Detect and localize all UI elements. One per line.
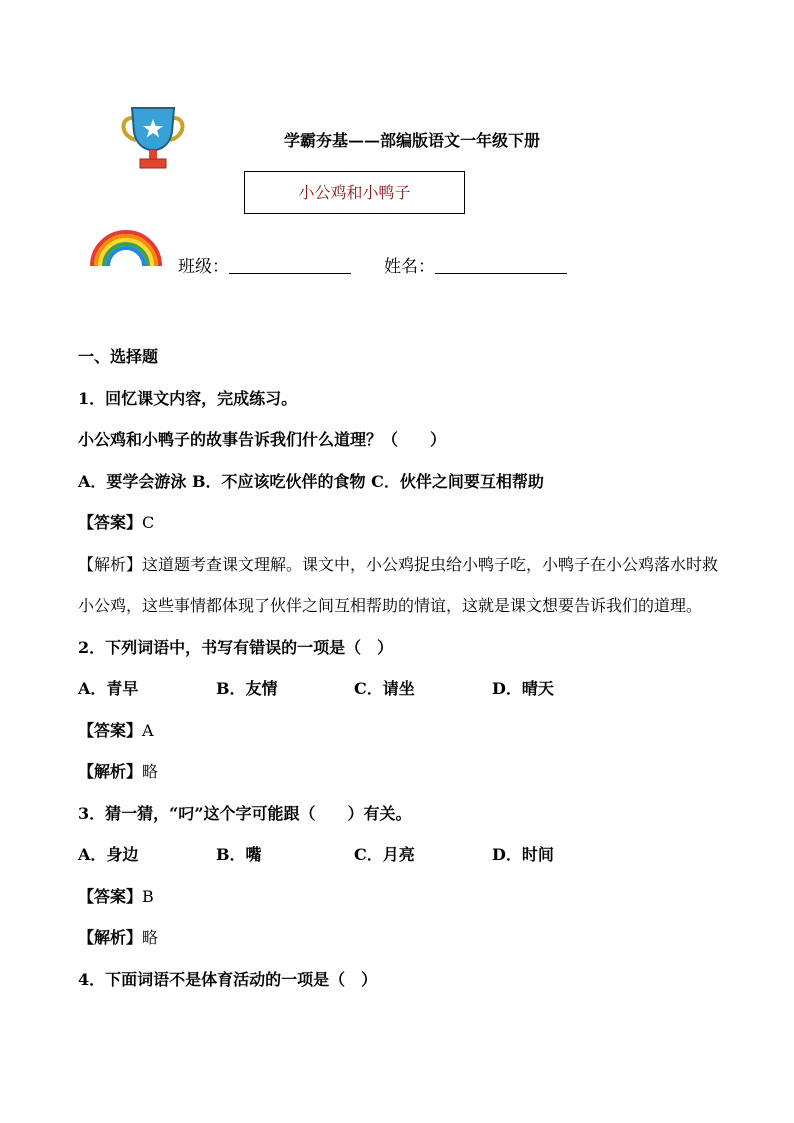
trophy-icon xyxy=(118,104,188,170)
name-label: 姓名： xyxy=(384,257,435,277)
q2-option-c: C．请坐 xyxy=(354,679,415,698)
q1-stem: 1．回忆课文内容，完成练习。 xyxy=(78,388,298,408)
q3-stem: 3．猜一猜，“叼”这个字可能跟（ ）有关。 xyxy=(78,803,412,823)
name-blank[interactable] xyxy=(435,255,567,274)
class-label: 班级： xyxy=(178,257,229,277)
q2-analysis xyxy=(78,751,728,793)
q3-answer xyxy=(78,876,728,918)
section-heading: 一、选择题 xyxy=(78,347,159,366)
q3-option-d: D．时间 xyxy=(492,845,554,864)
document-title: 学霸夯基——部编版语文一年级下册 xyxy=(284,131,541,150)
q3-analysis xyxy=(78,917,728,959)
class-blank[interactable] xyxy=(229,255,351,274)
analysis-label: 【解析】 xyxy=(78,928,143,947)
q2-option-a: A．青早 xyxy=(78,679,139,698)
q1-answer xyxy=(78,502,728,544)
analysis-label: 【解析】 xyxy=(78,554,143,574)
analysis-text: 这道题考查课文理解。课文中，小公鸡捉虫给小鸭子吃，小鸭子在小公鸡落水时救小公鸡，这些事情都体现了伙伴之间互相帮助的情谊，这就是课文想要告诉我们的道理。 xyxy=(78,554,719,615)
q2-stem: 2．下列词语中，书写有错误的一项是（ ） xyxy=(78,637,394,657)
analysis-text: 略 xyxy=(142,762,159,781)
q3-option-a: A．身边 xyxy=(78,845,139,864)
q2-options xyxy=(78,668,728,710)
answer-label: 【答案】 xyxy=(78,513,143,532)
q4-stem: 4．下面词语不是体育活动的一项是（ ） xyxy=(78,969,378,989)
name-field xyxy=(384,252,567,277)
q3-option-c: C．月亮 xyxy=(354,845,415,864)
q1-options: A．要学会游泳 B．不应该吃伙伴的食物 C．伙伴之间要互相帮助 xyxy=(78,471,544,491)
q1-sub: 小公鸡和小鸭子的故事告诉我们什么道理？（ ） xyxy=(78,430,447,449)
question-list xyxy=(78,336,728,1000)
class-field xyxy=(178,252,351,277)
analysis-text: 略 xyxy=(142,928,159,947)
answer-label: 【答案】 xyxy=(78,720,143,740)
q2-answer xyxy=(78,710,728,752)
lesson-title-box xyxy=(244,171,465,214)
q3-option-b: B．嘴 xyxy=(216,845,262,864)
lesson-title: 小公鸡和小鸭子 xyxy=(298,183,411,202)
q1-analysis xyxy=(78,544,728,627)
q2-option-d: D．晴天 xyxy=(492,679,554,698)
answer-value: A xyxy=(142,720,154,740)
q2-option-b: B．友情 xyxy=(216,679,278,698)
rainbow-icon xyxy=(88,228,164,268)
answer-label: 【答案】 xyxy=(78,886,143,906)
answer-value: B xyxy=(142,886,154,906)
answer-value: C xyxy=(142,513,155,532)
q3-options xyxy=(78,834,728,876)
analysis-label: 【解析】 xyxy=(78,762,143,781)
